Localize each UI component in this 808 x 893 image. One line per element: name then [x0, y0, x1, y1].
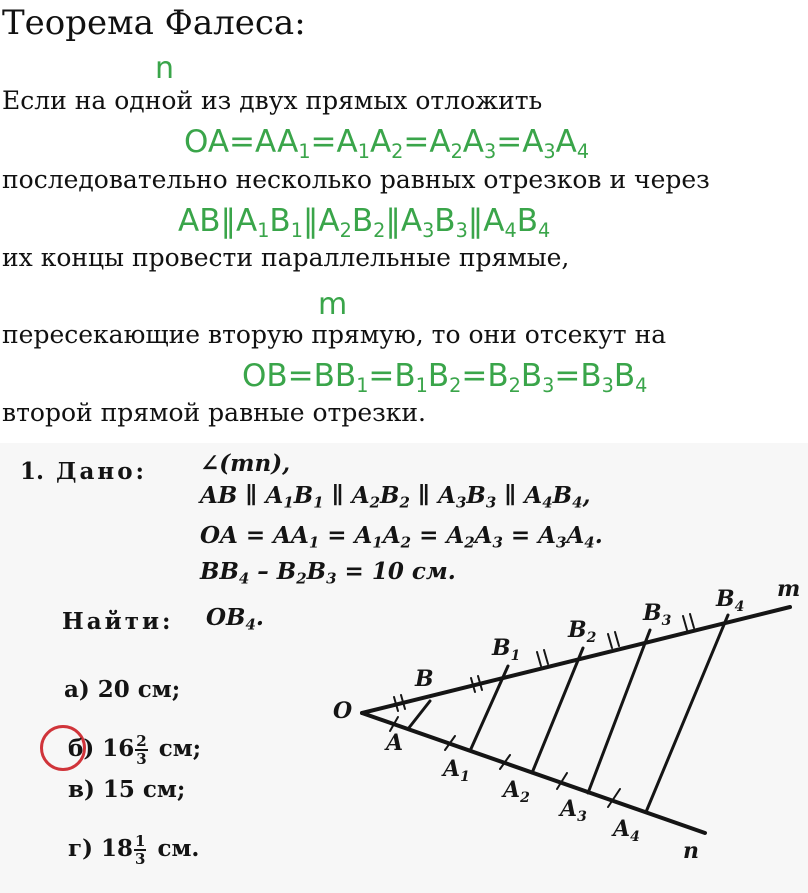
tick-marks-m	[394, 614, 694, 711]
theorem-line-3: их концы провести параллельные прямые,	[2, 243, 570, 272]
segment-A2B2	[532, 648, 583, 773]
label-point-A1: $A_1$	[443, 756, 470, 785]
label-point-B: B	[415, 666, 434, 692]
theorem-line-4: пересекающие вторую прямую, то они отсекут на	[2, 320, 667, 349]
given-difference: $BB_4 - B_2B_3 = 10$ см.	[200, 558, 456, 588]
given-label: Дано:	[56, 458, 148, 485]
equation-parallel-lines: $AB‖A_1B_1‖A_2B_2‖A_3B_3‖A_4B_4$	[178, 203, 551, 242]
theorem-line-2: последовательно несколько равных отрезков и через	[2, 165, 710, 194]
fraction-one-third: $\frac{1}{3}$	[135, 832, 146, 868]
find-value: $OB_4$.	[206, 604, 264, 634]
equation-b-segments: $OB=BB_1=B_1B_2=B_2B_3=B_3B_4$	[242, 358, 648, 397]
segment-A4B4	[646, 615, 728, 812]
theorem-title: Теорема Фалеса:	[2, 3, 306, 43]
label-point-A3: $A_3$	[560, 796, 587, 825]
thales-figure	[0, 443, 808, 893]
label-m: m	[318, 287, 348, 322]
fraction-two-thirds: $\frac{2}{3}$	[136, 732, 147, 768]
theorem-line-1: Если на одной из двух прямых отложить	[2, 86, 543, 115]
label-line-m: m	[777, 576, 801, 602]
label-point-B1: $B_1$	[492, 635, 521, 664]
option-b: б) 16 $\frac{2}{3}$ см;	[68, 732, 202, 768]
option-c: в) 15 см;	[68, 776, 186, 803]
label-point-A: A	[386, 730, 404, 756]
label-point-A4: $A_4$	[613, 816, 640, 845]
label-point-B2: $B_2$	[568, 617, 597, 646]
problem-block	[0, 443, 808, 893]
given-parallel: AB ∥ $A_1B_1$ ∥ $A_2B_2$ ∥ $A_3B_3$ ∥ $A_4B_4$,	[200, 482, 591, 512]
segment-A1B1	[470, 666, 508, 751]
find-label: Найти:	[62, 608, 174, 635]
given-equal-segments: OA = $AA_1 = A_1A_2 = A_2A_3 = A_3A_4$.	[200, 522, 603, 552]
problem-number: 1.	[20, 458, 45, 485]
equation-a-segments: $OA=AA_1=A_1A_2=A_2A_3=A_3A_4$	[184, 124, 590, 163]
option-d: г) 18 $\frac{1}{3}$ см.	[68, 832, 200, 868]
label-point-B3: $B_3$	[643, 600, 672, 629]
label-point-B4: $B_4$	[716, 586, 745, 615]
given-angle: ∠(mn),	[200, 450, 291, 477]
label-point-O: O	[333, 698, 353, 724]
theorem-line-5: второй прямой равные отрезки.	[2, 398, 426, 427]
option-a: а) 20 см;	[64, 676, 181, 703]
label-n: n	[155, 51, 175, 86]
segment-AB	[408, 701, 430, 729]
label-point-A2: $A_2$	[503, 777, 530, 806]
label-line-n: n	[683, 838, 699, 864]
